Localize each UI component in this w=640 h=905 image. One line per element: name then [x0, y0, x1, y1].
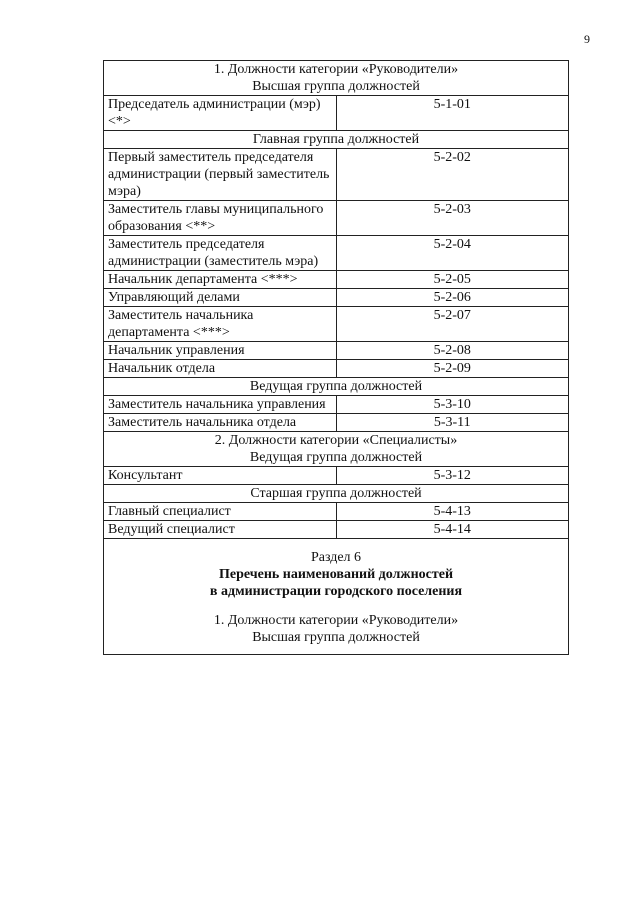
- group-header-row: [104, 485, 569, 503]
- table-row: [104, 342, 569, 360]
- block1-header-row: [104, 61, 569, 96]
- table-row: [104, 521, 569, 539]
- position-code: 5-4-14: [336, 521, 569, 539]
- position-code: 5-1-01: [336, 96, 569, 131]
- position-name: Заместитель главы муниципального образования <**>: [104, 201, 337, 236]
- table-row: [104, 236, 569, 271]
- table-row: [104, 271, 569, 289]
- table-row: [104, 289, 569, 307]
- position-name: Заместитель начальника управления: [104, 396, 337, 414]
- table-row: [104, 467, 569, 485]
- section6-cell: [104, 539, 569, 655]
- table-row: [104, 414, 569, 432]
- position-code: 5-2-05: [336, 271, 569, 289]
- table-row: [104, 396, 569, 414]
- position-name: Заместитель начальника департамента <***>: [104, 307, 337, 342]
- position-code: 5-4-13: [336, 503, 569, 521]
- position-code: 5-2-09: [336, 360, 569, 378]
- position-code: 5-3-12: [336, 467, 569, 485]
- spacer: [108, 600, 564, 612]
- group-header-row: [104, 378, 569, 396]
- position-code: 5-2-08: [336, 342, 569, 360]
- position-name: Заместитель начальника отдела: [104, 414, 337, 432]
- group-senior-title: Старшая группа должностей: [104, 485, 569, 503]
- section-title-line2: в администрации городского поселения: [209, 584, 463, 599]
- position-code: 5-2-02: [336, 149, 569, 201]
- position-name: Консультант: [104, 467, 337, 485]
- group-main-title: Главная группа должностей: [104, 131, 569, 149]
- table-row: [104, 96, 569, 131]
- group-title: Высшая группа должностей: [252, 79, 420, 94]
- position-code: 5-2-06: [336, 289, 569, 307]
- group-title: Высшая группа должностей: [252, 630, 420, 645]
- section-label: Раздел 6: [310, 550, 362, 565]
- section6-row: [104, 539, 569, 655]
- position-name: Начальник отдела: [104, 360, 337, 378]
- position-name: Первый заместитель председателя администрации (первый заместитель мэра): [104, 149, 337, 201]
- positions-table: [103, 60, 569, 655]
- block2-header: [104, 432, 569, 467]
- table-row: [104, 360, 569, 378]
- position-code: 5-3-10: [336, 396, 569, 414]
- category-title: 1. Должности категории «Руководители»: [213, 62, 459, 77]
- category-title: 1. Должности категории «Руководители»: [213, 613, 459, 628]
- section-title-line1: Перечень наименований должностей: [218, 567, 454, 582]
- position-name: Начальник управления: [104, 342, 337, 360]
- position-name: Управляющий делами: [104, 289, 337, 307]
- table-row: [104, 201, 569, 236]
- position-name: Главный специалист: [104, 503, 337, 521]
- group-header-row: [104, 131, 569, 149]
- position-name: Ведущий специалист: [104, 521, 337, 539]
- position-code: 5-2-03: [336, 201, 569, 236]
- position-code: 5-2-07: [336, 307, 569, 342]
- position-code: 5-3-11: [336, 414, 569, 432]
- block2-header-row: [104, 432, 569, 467]
- table-row: [104, 149, 569, 201]
- position-name: Начальник департамента <***>: [104, 271, 337, 289]
- group-title: Ведущая группа должностей: [249, 450, 423, 465]
- position-name: Председатель администрации (мэр) <*>: [104, 96, 337, 131]
- table-row: [104, 307, 569, 342]
- position-code: 5-2-04: [336, 236, 569, 271]
- block1-header: [104, 61, 569, 96]
- category-title: 2. Должности категории «Специалисты»: [214, 433, 458, 448]
- table-row: [104, 503, 569, 521]
- group-leading-title: Ведущая группа должностей: [104, 378, 569, 396]
- page-number: 9: [584, 32, 590, 46]
- position-name: Заместитель председателя администрации (заместитель мэра): [104, 236, 337, 271]
